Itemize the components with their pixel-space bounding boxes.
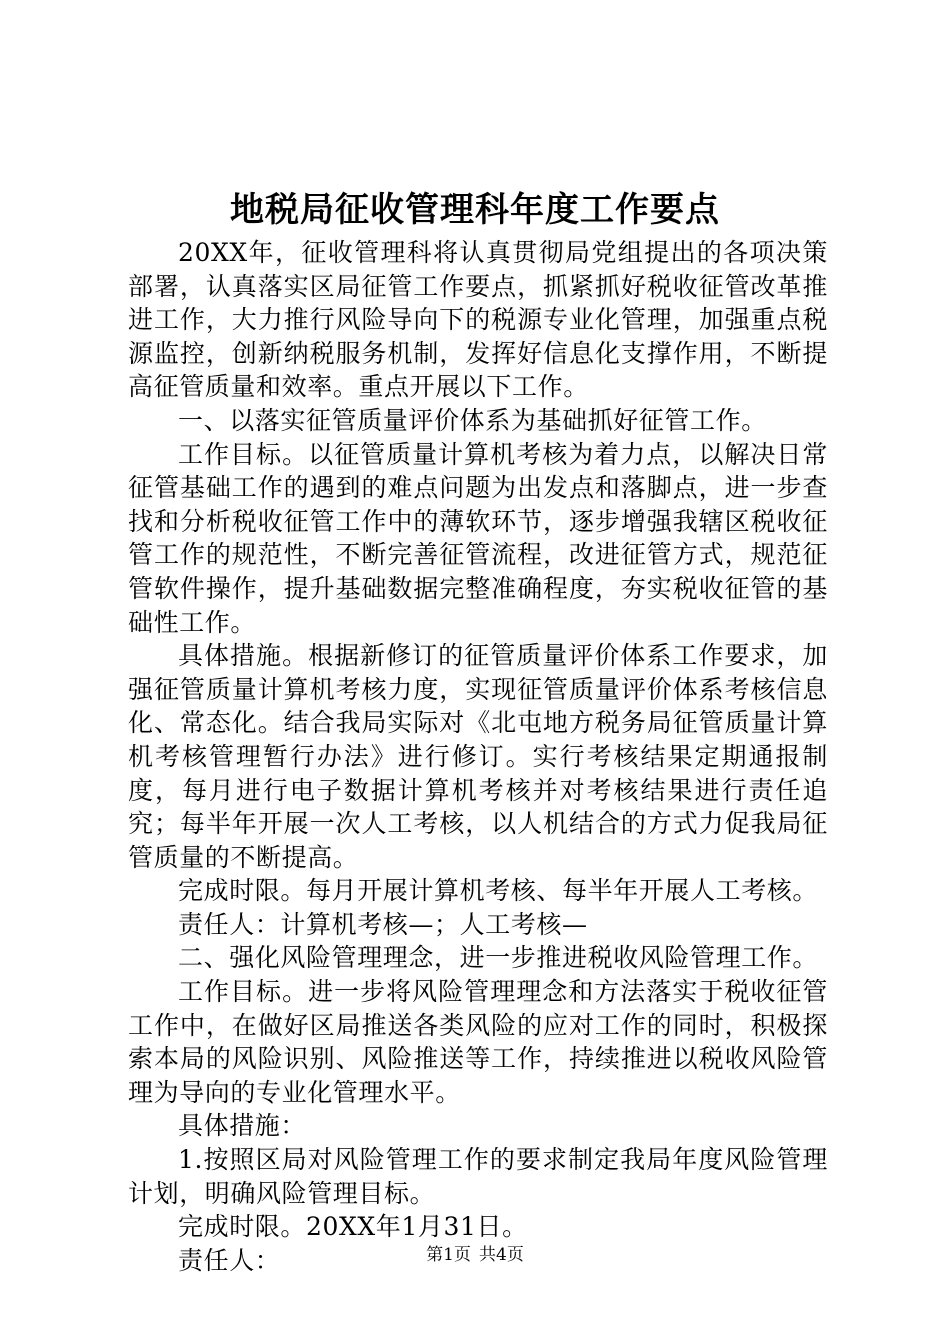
section-2-heading: 二、强化风险管理理念，进一步推进税收风险管理工作。 bbox=[178, 943, 819, 973]
section-2-deadline: 完成时限。20XX年1月31日。 bbox=[178, 1212, 528, 1242]
page-total: 共4页 bbox=[479, 1245, 524, 1265]
section-1-heading: 一、以落实征管质量评价体系为基础抓好征管工作。 bbox=[178, 405, 767, 435]
section-2-measures-label: 具体措施： bbox=[178, 1111, 307, 1141]
section-2-measure-1: 1.按照区局对风险管理工作的要求制定我局年度风险管理计划，明确风险管理目标。 bbox=[128, 1145, 828, 1208]
section-1-responsible: 责任人：计算机考核—；人工考核— bbox=[178, 909, 588, 939]
section-1-measures: 具体措施。根据新修订的征管质量评价体系工作要求，加强征管质量计算机考核力度，实现征管质量评价体系考核信息化、常态化。结合我局实际对《北屯地方税务局征管质量计算机考核管理暂行办法》进行修订。实行考核结果定期通报制度，每月进行电子数据计算机考核并对考核结果进行责任追究；每半年开展一次人工考核，以人机结合的方式力促我局征管质量的不断提高。 bbox=[128, 641, 828, 872]
page-footer bbox=[0, 1244, 950, 1266]
section-1-deadline: 完成时限。每月开展计算机考核、每半年开展人工考核。 bbox=[178, 876, 819, 906]
intro-paragraph: 20XX年，征收管理科将认真贯彻局党组提出的各项决策部署，认真落实区局征管工作要点，抓紧抓好税收征管改革推进工作，大力推行风险导向下的税源专业化管理，加强重点税源监控，创新纳税服务机制，发挥好信息化支撑作用，不断提高征管质量和效率。重点开展以下工作。 bbox=[128, 238, 828, 402]
page-number: 第1页 bbox=[426, 1245, 471, 1265]
document-title: 地税局征收管理科年度工作要点 bbox=[230, 190, 720, 230]
document-body bbox=[128, 236, 828, 1277]
section-1-goal: 工作目标。以征管质量计算机考核为着力点，以解决日常征管基础工作的遇到的难点问题为出发点和落脚点，进一步查找和分析税收征管工作中的薄软环节，逐步增强我辖区税收征管工作的规范性，不断完善征管流程，改进征管方式，规范征管软件操作，提升基础数据完整准确程度，夯实税收征管的基础性工作。 bbox=[128, 439, 828, 637]
section-2-goal: 工作目标。进一步将风险管理理念和方法落实于税收征管工作中，在做好区局推送各类风险的应对工作的同时，积极探索本局的风险识别、风险推送等工作，持续推进以税收风险管理为导向的专业化管理水平。 bbox=[128, 977, 828, 1107]
section-2-responsible: 责任人： bbox=[178, 1245, 281, 1275]
